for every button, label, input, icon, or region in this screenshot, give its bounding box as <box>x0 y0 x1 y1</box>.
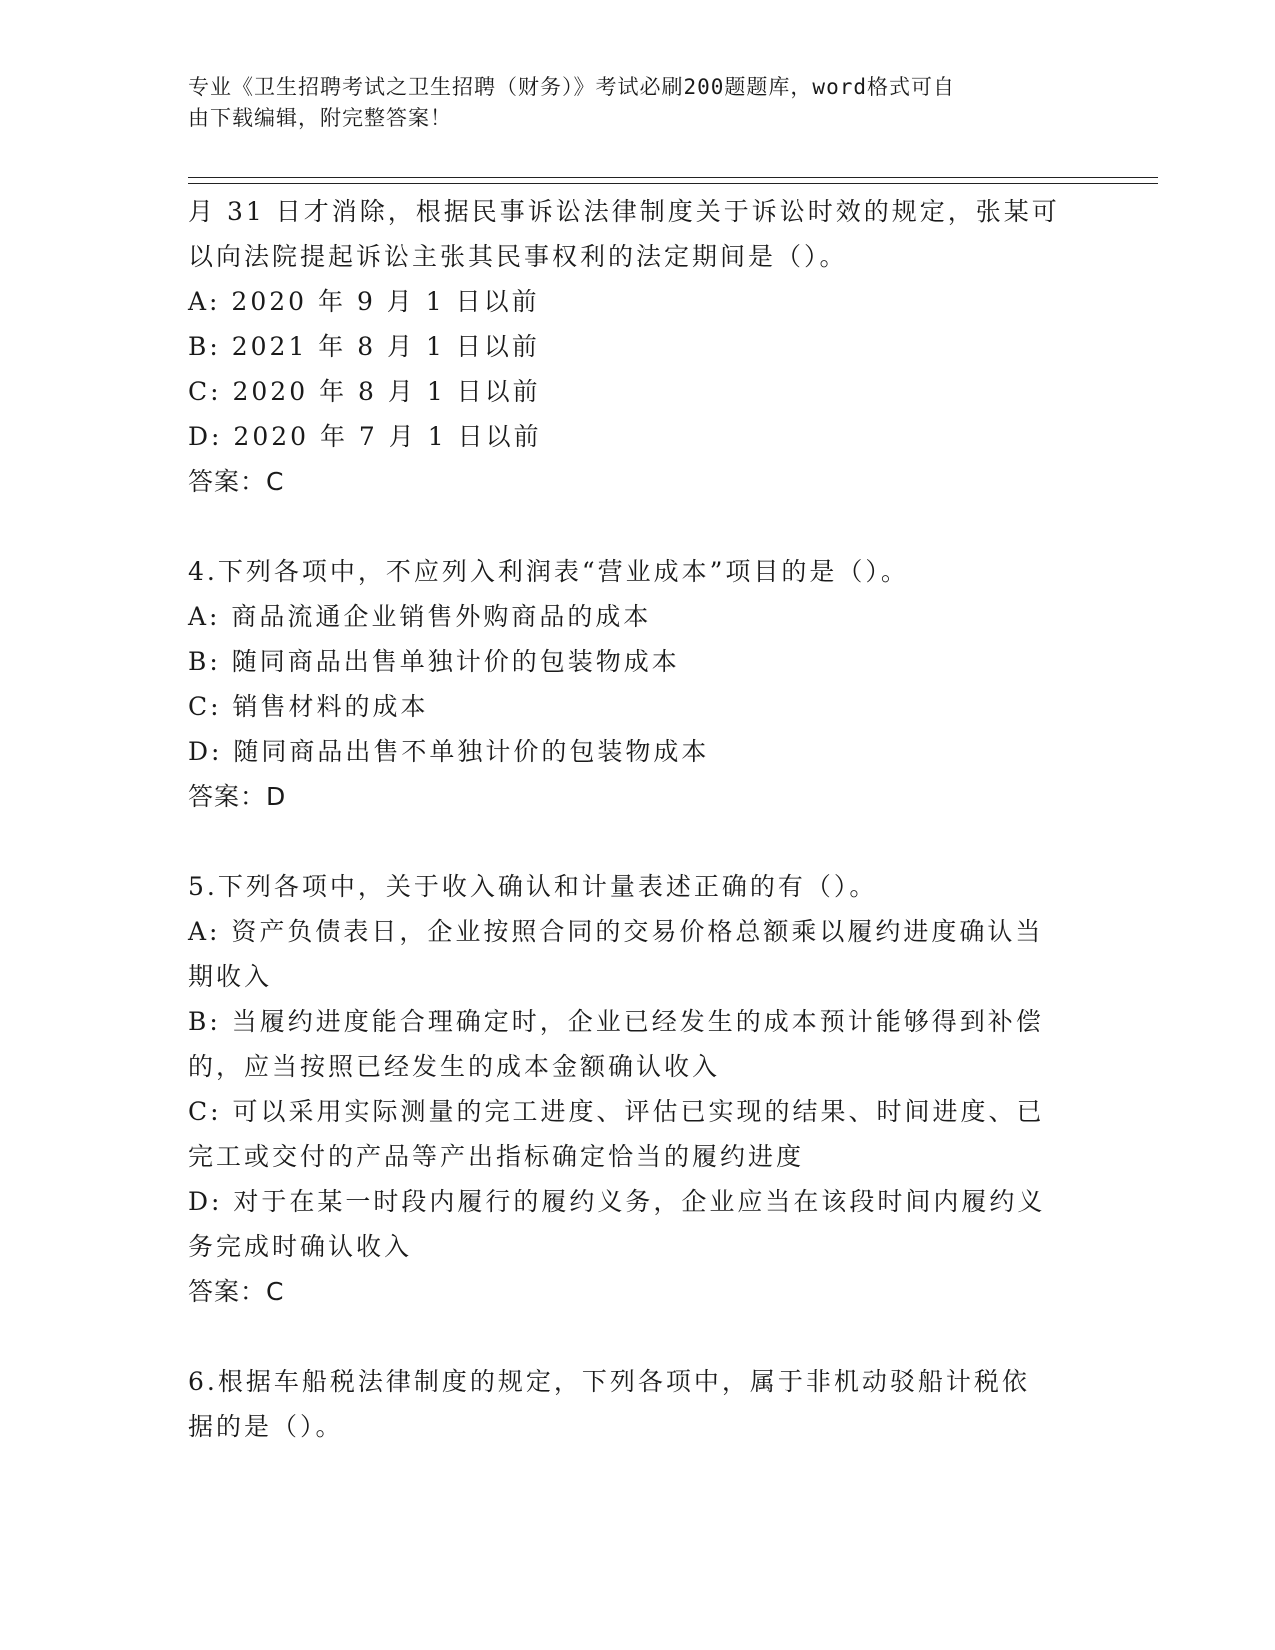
option-c-continuation: 完工或交付的产品等产出指标确定恰当的履约进度 <box>188 1142 805 1171</box>
answer-label: 答案：D <box>188 782 287 811</box>
option-b: B: 当履约进度能合理确定时，企业已经发生的成本预计能够得到补偿 <box>188 1007 1044 1036</box>
option-b-continuation: 的，应当按照已经发生的成本金额确认收入 <box>188 1052 721 1081</box>
header-divider-top <box>188 177 1158 178</box>
question-5 <box>188 864 1088 1314</box>
option-c: C: 可以采用实际测量的完工进度、评估已实现的结果、时间进度、已 <box>188 1097 1045 1126</box>
option-c: C: 销售材料的成本 <box>188 692 429 721</box>
option-a: A: 资产负债表日，企业按照合同的交易价格总额乘以履约进度确认当 <box>188 917 1044 946</box>
header-title-line-1: 专业《卫生招聘考试之卫生招聘（财务）》考试必刷200题题库，word格式可自 <box>188 75 955 99</box>
question-stem-line: 据的是（）。 <box>188 1412 344 1441</box>
option-c: C: 2020 年 8 月 1 日以前 <box>188 377 541 406</box>
question-content <box>188 189 1088 1449</box>
question-stem-line: 4.下列各项中，不应列入利润表“营业成本”项目的是（）。 <box>188 557 909 586</box>
option-d-continuation: 务完成时确认收入 <box>188 1232 413 1261</box>
document-header <box>188 72 1068 134</box>
question-4 <box>188 549 1088 819</box>
option-d: D: 对于在某一时段内履行的履约义务，企业应当在该段时间内履约义 <box>188 1187 1046 1216</box>
question-3 <box>188 189 1088 504</box>
header-title-line-2: 由下载编辑，附完整答案！ <box>188 106 452 130</box>
option-a-continuation: 期收入 <box>188 962 273 991</box>
answer-label: 答案：C <box>188 1277 285 1306</box>
option-b: B: 随同商品出售单独计价的包装物成本 <box>188 647 680 676</box>
question-spacer <box>188 1314 1088 1359</box>
question-stem-line: 月 31 日才消除，根据民事诉讼法律制度关于诉讼时效的规定，张某可 <box>188 197 1060 226</box>
question-spacer <box>188 504 1088 549</box>
question-6 <box>188 1359 1088 1449</box>
question-stem-line: 6.根据车船税法律制度的规定，下列各项中，属于非机动驳船计税依 <box>188 1367 1030 1396</box>
option-d: D: 2020 年 7 月 1 日以前 <box>188 422 542 451</box>
option-a: A: 2020 年 9 月 1 日以前 <box>188 287 540 316</box>
option-b: B: 2021 年 8 月 1 日以前 <box>188 332 540 361</box>
answer-label: 答案：C <box>188 467 285 496</box>
question-spacer <box>188 819 1088 864</box>
question-stem-line: 5.下列各项中，关于收入确认和计量表述正确的有（）。 <box>188 872 878 901</box>
option-a: A: 商品流通企业销售外购商品的成本 <box>188 602 652 631</box>
question-stem-line: 以向法院提起诉讼主张其民事权利的法定期间是（）。 <box>188 242 848 271</box>
option-d: D: 随同商品出售不单独计价的包装物成本 <box>188 737 710 766</box>
header-divider-bottom <box>188 183 1158 184</box>
